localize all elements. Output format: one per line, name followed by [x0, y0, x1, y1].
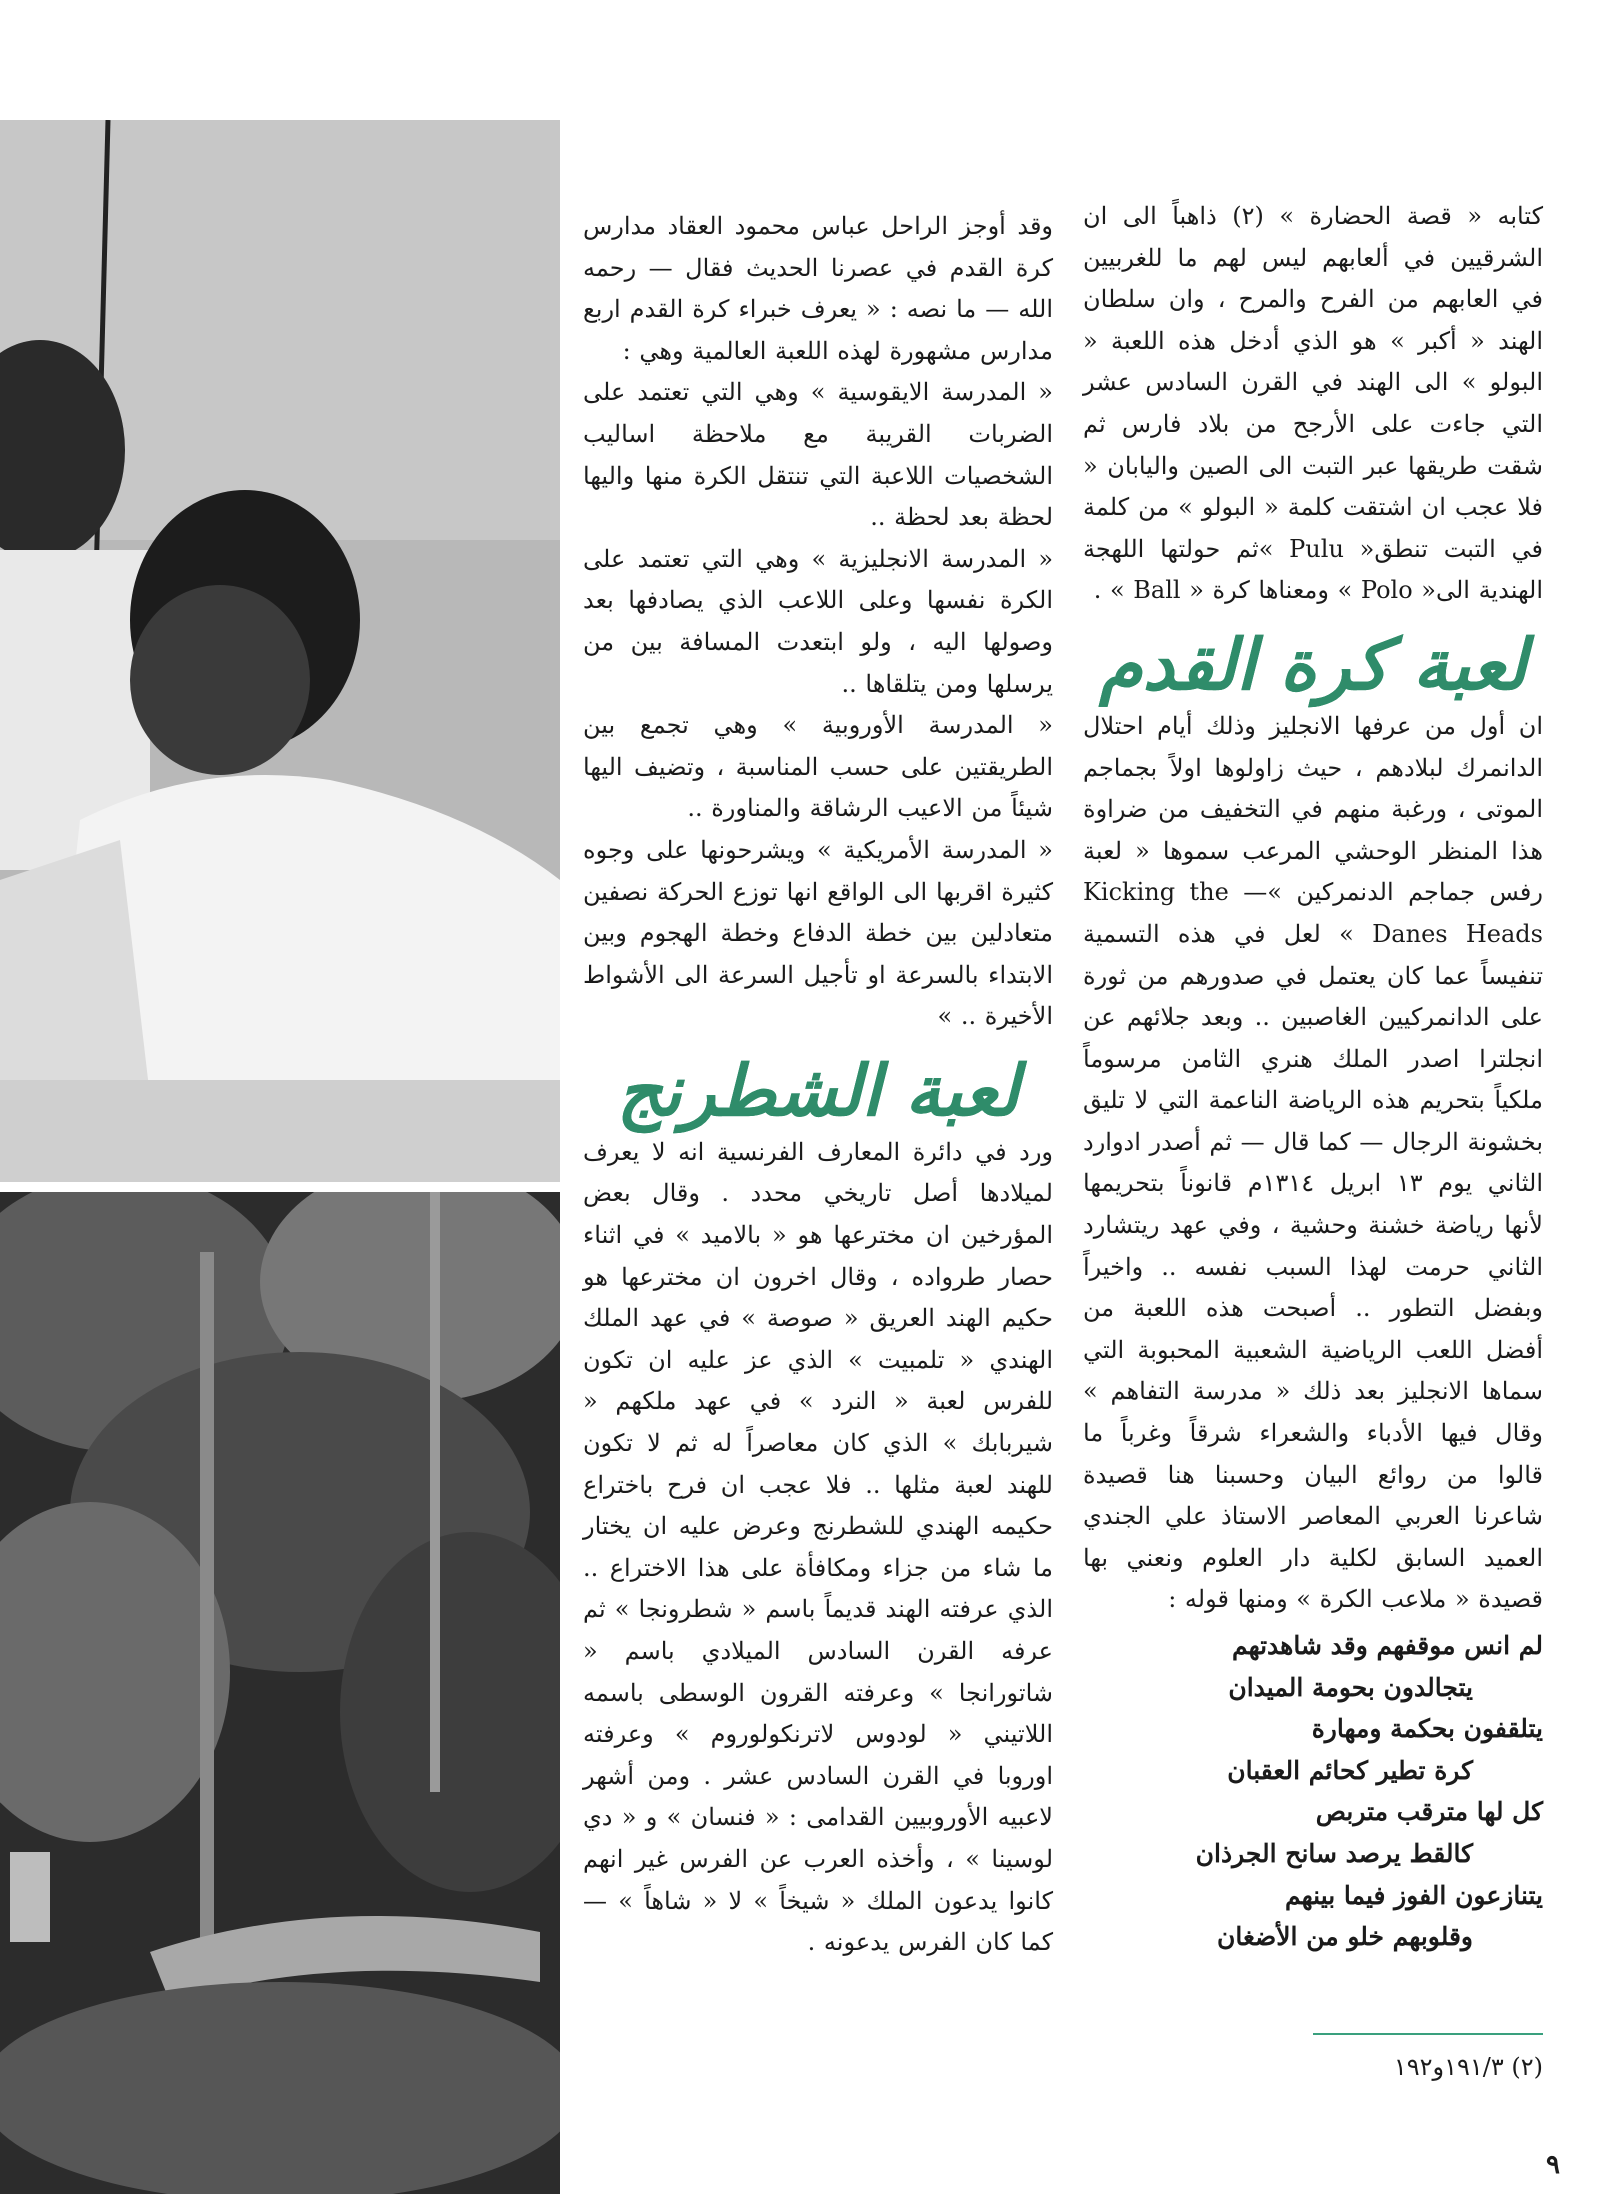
right-column — [1083, 196, 1543, 1958]
european-school-paragraph: « المدرسة الأوروبية » وهي تجمع بين الطريقتين على حسب المناسبة ، وتضيف اليها شيئاً من الاعيب الرشاقة والمناورة .. — [583, 711, 1053, 823]
poem-line: يتنازعون الفوز فيما بينهم — [1284, 1880, 1543, 1910]
american-school-paragraph: « المدرسة الأمريكية » ويشرحونها على وجوه كثيرة اقربها الى الواقع انها توزع الحركة نصفين متعادلين بين خطة الدفاع وخطة الهجوم وبين الابتداء بالسرعة او تأجيل السرعة الى الأشواط الأخيرة .. » — [583, 835, 1053, 1031]
poem-line: كل لها مترقب متربص — [1315, 1797, 1543, 1827]
scottish-school-paragraph: « المدرسة الايقوسية » وهي التي تعتمد على الضربات القريبة مع ملاحظة اساليب الشخصيات اللاعبة التي تنتقل الكرة منها واليها لحظة بعد لحظة .. — [583, 378, 1053, 532]
middle-column — [583, 206, 1053, 1964]
footnote: (٢) ١٩١/٣و١٩٢ — [1393, 2053, 1543, 2081]
photo-men — [0, 120, 560, 1182]
photo-forest — [0, 1192, 560, 2194]
page-number: ٩ — [1546, 2150, 1560, 2180]
chess-title-block — [583, 1048, 1053, 1132]
chess-paragraph: ورد في دائرة المعارف الفرنسية انه لا يعرف لميلادها أصل تاريخي محدد . وقال بعض المؤرخين ان مخترعها هو « بالاميد » في اثناء حصار طرواده ، وقال اخرون ان مخترعها هو حكيم الهند العريق « صوصة » في عهد الملك الهندي « تلمبيت » الذي عز عليه ان تكون للفرس لعبة « النرد » في عهد ملكهم « شيربابك » الذي كان معاصراً له ثم لا تكون للهند لعبة مثلها .. فلا عجب ان فرح باختراع حكيمه الهندي للشطرنج وعرض عليه ان يختار ما شاء من جزاء ومكافأة على هذا الاختراع .. الذي عرفته الهند قديماً باسم « شطرونجا » ثم عرفه القرن السادس الميلادي باسم « شاتورانجا » وعرفته القرون الوسطى باسمه اللاتيني « لودوس لاترنكولوروم » وعرفته اوروبا في القرن السادس عشر . ومن أشهر لاعبيه الأوروبيين القدامى : « فنسان » و « دي لوسينا » ، وأخذه العرب عن الفرس غير انهم كانوا يدعون الملك « شيخاً » لا « شاهاً » — كما كان الفرس يدعونه . — [583, 1137, 1053, 1957]
poem-line: يتلقفون بحكمة ومهارة — [1311, 1714, 1543, 1744]
poem-line: كرة تطير كحائم العقبان — [1227, 1755, 1473, 1785]
poem-line: كالقط يرصد سانح الجرذان — [1195, 1838, 1473, 1868]
football-paragraph: ان أول من عرفها الانجليز وذلك أيام احتلال الدانمرك لبلادهم ، حيث زاولوها اولاً بجماجم الموتى ، ورغبة منهم في التخفيف من ضراوة هذا المنظر الوحشي المرعب سموها « لعبة رفس جماجم الدنمركين »— Kicking the Danes Heads » لعل في هذه التسمية تنفيساً عما كان يعتمل في صدورهم من ثورة على الدانمركيين الغاصبين .. وبعد جلائهم عن انجلترا اصدر الملك هنري الثامن مرسوماً ملكياً بتحريم هذه الرياضة الناعمة التي لا تليق بخشونة الرجال — كما قال — ثم أصدر ادوارد الثاني يوم ١٣ ابريل ١٣١٤م قانوناً بتحريمها لأنها رياضة خشنة وحشية ، وفي عهد ريتشارد الثاني حرمت لهذا السبب نفسه .. واخيراً وبفضل التطور .. أصبحت هذه اللعبة من أفضل اللعب الرياضية الشعبية المحبوبة التي سماها الانجليز بعد ذلك « مدرسة التفاهم » وقال فيها الأدباء والشعراء شرقاً وغرباً ما قالوا من روائع البيان وحسبنا هنا قصيدة شاعرنا العربي المعاصر الاستاذ علي الجندي العميد السابق لكلية دار العلوم ونعني بها قصيدة « ملاعب الكرة » ومنها قوله : — [1083, 711, 1544, 1614]
chess-title: لعبة الشطرنج — [616, 1048, 1020, 1132]
poem-line: لم انس موقفهم وقد شاهدتهم — [1231, 1631, 1543, 1660]
english-school-paragraph: « المدرسة الانجليزية » وهي التي تعتمد على الكرة نفسها وعلى اللاعب الذي يصادفها بعد وصولها اليه ، ولو ابتعدت المسافة بين من يرسلها ومن يتلقاها .. — [583, 544, 1053, 698]
footnote-divider — [1313, 2033, 1543, 2035]
football-title-block — [1083, 622, 1543, 706]
poem-line: وقلوبهم خلو من الأضغان — [1217, 1922, 1473, 1952]
schools-intro-paragraph: وقد أوجز الراحل عباس محمود العقاد مدارس كرة القدم في عصرنا الحديث فقال — رحمه الله — ما نصه : « يعرف خبراء كرة القدم اربع مدارس مشهورة لهذه اللعبة العالمية وهي : — [583, 212, 1053, 365]
poem-line: يتجالدون بحومة الميدان — [1228, 1672, 1473, 1702]
poem — [1083, 1625, 1543, 1958]
football-title: لعبة كرة القدم — [1099, 622, 1527, 706]
photo-men-image — [0, 120, 560, 1182]
polo-paragraph: كتابه « قصة الحضارة » (٢) ذاهباً الى ان الشرقيين في ألعابهم ليس لهم ما للغربيين في العابهم من الفرح والمرح ، وان سلطان الهند « أكبر » هو الذي أدخل هذه اللعبة « البولو » الى الهند في القرن السادس عشر التي جاءت على الأرجح من بلاد فارس ثم شقت طريقها عبر التبت الى الصين واليابان « فلا عجب ان اشتقت كلمة « البولو » من كلمة في التبت تنطق« Pulu »ثم حولتها اللهجة الهندية الى« Polo » ومعناها كرة « Ball » . — [1083, 202, 1544, 605]
photo-forest-image — [0, 1192, 560, 2194]
